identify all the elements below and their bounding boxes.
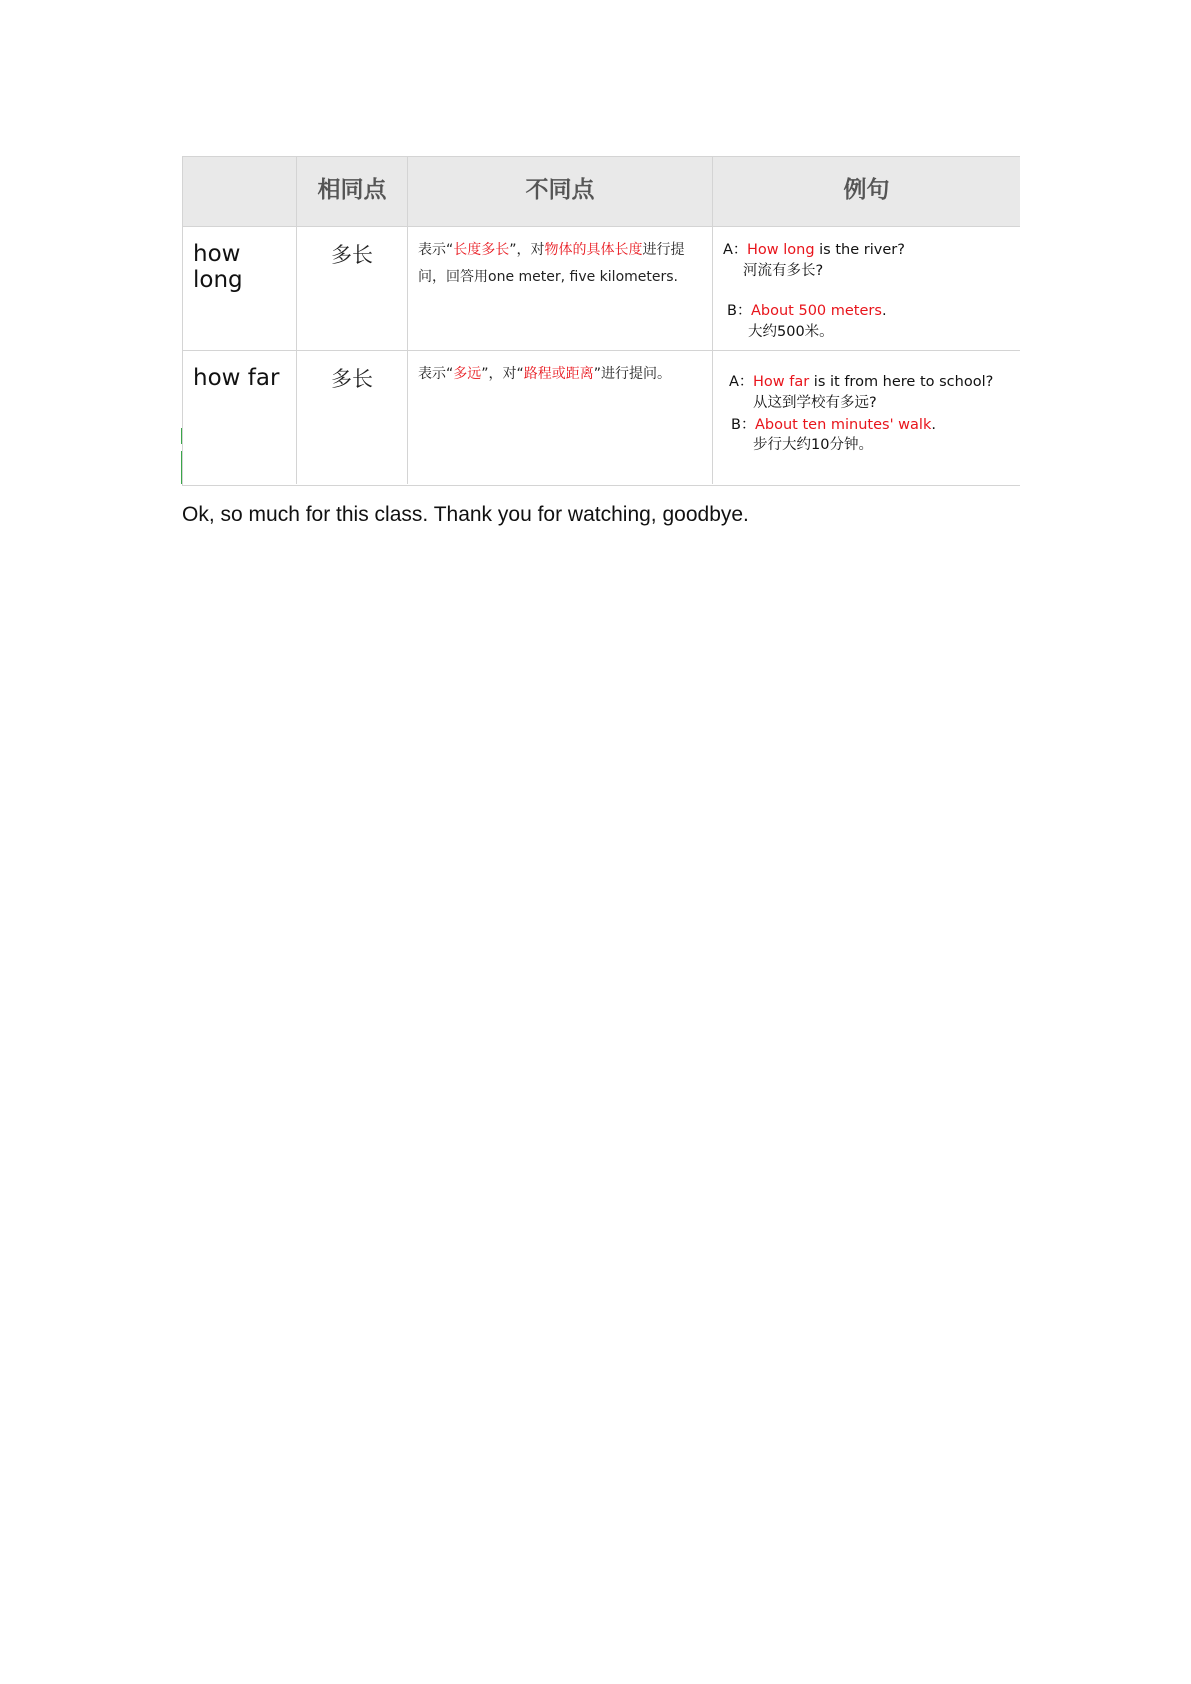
example-translation-b bbox=[753, 433, 873, 454]
term-cell bbox=[183, 351, 297, 484]
closing-paragraph: Ok, so much for this class. Thank you for watching, goodbye. bbox=[182, 503, 749, 526]
diff-highlight: 多远 bbox=[453, 366, 482, 382]
speaker-label: A： bbox=[729, 374, 754, 390]
diff-text-part: ”进行提问。 bbox=[593, 366, 672, 382]
comparison-table bbox=[182, 156, 1020, 486]
diff-text-part: 表示“ bbox=[418, 366, 454, 382]
example-text: is it from here to school? bbox=[809, 374, 994, 390]
example-cell bbox=[713, 351, 1020, 484]
difference-cell bbox=[408, 351, 713, 484]
similarity-text: 多长 bbox=[331, 243, 373, 267]
example-highlight: About 500 meters bbox=[751, 303, 882, 319]
speaker-label: A： bbox=[723, 242, 748, 258]
speaker-label: B： bbox=[727, 303, 752, 319]
diff-text-part: 表示“ bbox=[418, 242, 454, 258]
difference-text bbox=[418, 237, 708, 291]
similarity-text: 多长 bbox=[331, 367, 373, 391]
term-text: how far bbox=[193, 365, 280, 391]
diff-text-part: ”，对“ bbox=[481, 366, 524, 382]
example-text: . bbox=[881, 303, 887, 319]
example-translation-b bbox=[748, 320, 834, 341]
example-highlight: How far bbox=[753, 374, 810, 390]
example-chinese: 大约500米。 bbox=[748, 324, 834, 340]
speaker-label: B： bbox=[731, 417, 756, 433]
difference-text bbox=[418, 361, 708, 388]
example-translation-a bbox=[753, 391, 877, 412]
table-row bbox=[183, 351, 1020, 484]
diff-text-part: 进行提问，回答用one meter, five kilometers. bbox=[418, 242, 685, 285]
term-cell bbox=[183, 227, 297, 350]
example-line-a bbox=[723, 238, 905, 259]
header-cell-empty bbox=[183, 157, 297, 226]
diff-highlight: 长度多长 bbox=[453, 242, 510, 258]
example-chinese: 步行大约10分钟。 bbox=[753, 437, 873, 453]
header-difference-label: 不同点 bbox=[525, 177, 595, 203]
example-line-b bbox=[731, 413, 936, 434]
diff-highlight: 物体的具体长度 bbox=[544, 242, 643, 258]
example-text: is the river? bbox=[814, 242, 905, 258]
header-example-label: 例句 bbox=[843, 177, 890, 203]
header-cell-difference bbox=[408, 157, 713, 226]
term-text: how long bbox=[193, 241, 243, 293]
header-cell-example bbox=[713, 157, 1020, 226]
diff-highlight: 路程或距离 bbox=[523, 366, 594, 382]
header-cell-similarity bbox=[297, 157, 408, 226]
table-header-row bbox=[183, 157, 1020, 227]
similarity-cell bbox=[297, 351, 408, 484]
example-highlight: How long bbox=[747, 242, 815, 258]
difference-cell bbox=[408, 227, 713, 350]
example-cell bbox=[713, 227, 1020, 350]
example-line-b bbox=[727, 299, 887, 320]
example-chinese: 河流有多长? bbox=[743, 263, 824, 279]
table-row bbox=[183, 227, 1020, 351]
header-similarity-label: 相同点 bbox=[317, 177, 387, 203]
example-chinese: 从这到学校有多远? bbox=[753, 395, 877, 411]
similarity-cell bbox=[297, 227, 408, 350]
example-highlight: About ten minutes' walk bbox=[755, 417, 932, 433]
example-text: . bbox=[931, 417, 936, 433]
example-line-a bbox=[729, 370, 993, 391]
diff-text-part: ”，对 bbox=[509, 242, 545, 258]
example-translation-a bbox=[743, 259, 823, 280]
